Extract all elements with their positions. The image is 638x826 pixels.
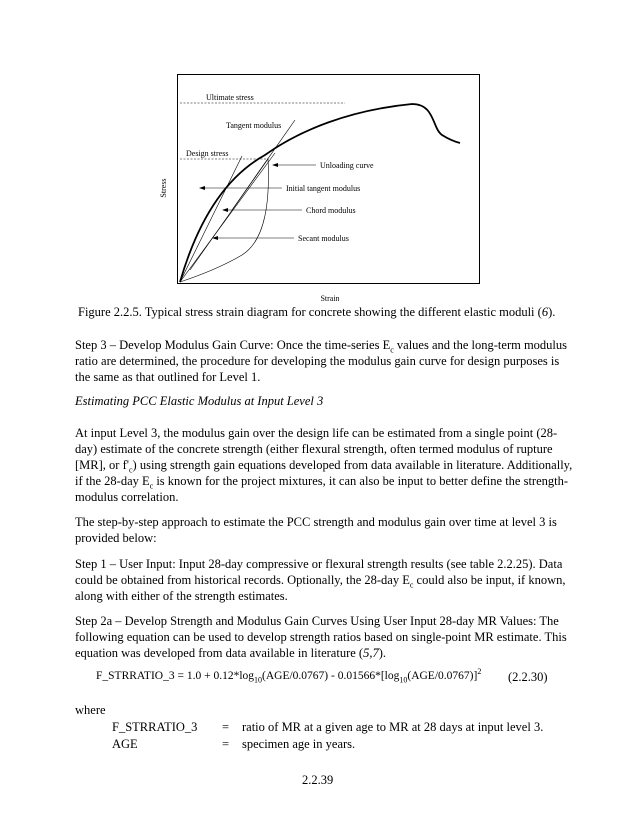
figure-caption: Figure 2.2.5. Typical stress strain diagram for concrete showing the different elastic moduli (6). <box>78 305 556 319</box>
level3-paragraph: At input Level 3, the modulus gain over the design life can be estimated from a single point (28-day) estimate of the concrete strength (either flexural strength, often termed modulus of rupture [MR], or $f'_c$) using strength gain equations developed from data available in literature. Additionally, if the 28-day $E_c$ is known for the project mixtures, it can also be input to better define the strength-modulus correlation. <box>75 426 573 504</box>
definition-equals: = <box>222 737 230 751</box>
page-number: 2.2.39 <box>302 773 334 787</box>
y-axis-label: Stress <box>159 178 168 198</box>
definition-row <box>112 720 543 735</box>
step2a-paragraph: Step 2a – Develop Strength and Modulus Gain Curves Using User Input 28-day MR Values: The following equation can be used to develop strength ratios based on single-point MR estimate. This equation was developed from data available in literature (5,7). <box>75 614 567 660</box>
definition-description: ratio of MR at a given age to MR at 28 days at input level 3. <box>242 720 544 734</box>
section-heading: Estimating PCC Elastic Modulus at Input Level 3 <box>75 394 324 408</box>
ultimate-stress-label: Ultimate stress <box>206 93 254 102</box>
definition-term: AGE <box>112 737 138 751</box>
stress-strain-curve <box>180 104 460 282</box>
tangent-modulus-label: Tangent modulus <box>226 121 282 130</box>
chord-modulus-label: Chord modulus <box>306 206 356 215</box>
equation-number: (2.2.30) <box>508 670 548 684</box>
definition-term: F_STRRATIO_3 <box>112 720 198 734</box>
stress-strain-diagram <box>150 70 490 305</box>
initial-tangent-line <box>180 156 242 282</box>
definition-description: specimen age in years. <box>242 737 356 751</box>
x-axis-label: Strain <box>320 294 340 303</box>
initial-tangent-label: Initial tangent modulus <box>286 184 361 193</box>
chord-modulus-arrowhead <box>222 208 228 212</box>
secant-modulus-label: Secant modulus <box>298 234 349 243</box>
step3-paragraph: Step 3 – Develop Modulus Gain Curve: Once the time-series $E_c$ values and the long-term modulus ratio are determined, the procedure for developing the modulus gain curve for design purposes is the same as that outlined for Level 1. <box>75 338 568 384</box>
design-stress-label: Design stress <box>186 149 229 158</box>
step1-paragraph: Step 1 – User Input: Input 28-day compressive or flexural strength results (see table 2.2.25). Data could be obtained from historical records. Optionally, the 28-day $E_c$ could also be input, if known, along with either of the strength estimates. <box>75 557 566 603</box>
definition-equals: = <box>222 720 230 734</box>
unloading-arrowhead <box>272 163 278 167</box>
where-label: where <box>75 703 106 717</box>
chord-modulus-line <box>190 159 268 270</box>
definition-row <box>112 737 355 752</box>
secant-modulus-arrowhead <box>212 236 218 240</box>
strength-ratio-equation: F_STRRATIO_3 = $1.0 + 0.12*\log_{10}(AGE/0.0767) - 0.01566*[\log_{10}(AGE/0.0767)]^2$ <box>96 667 482 685</box>
unloading-curve-label: Unloading curve <box>320 161 374 170</box>
approach-paragraph: The step-by-step approach to estimate the PCC strength and modulus gain over time at level 3 is provided below: <box>75 515 557 545</box>
initial-tangent-arrowhead <box>199 186 205 190</box>
